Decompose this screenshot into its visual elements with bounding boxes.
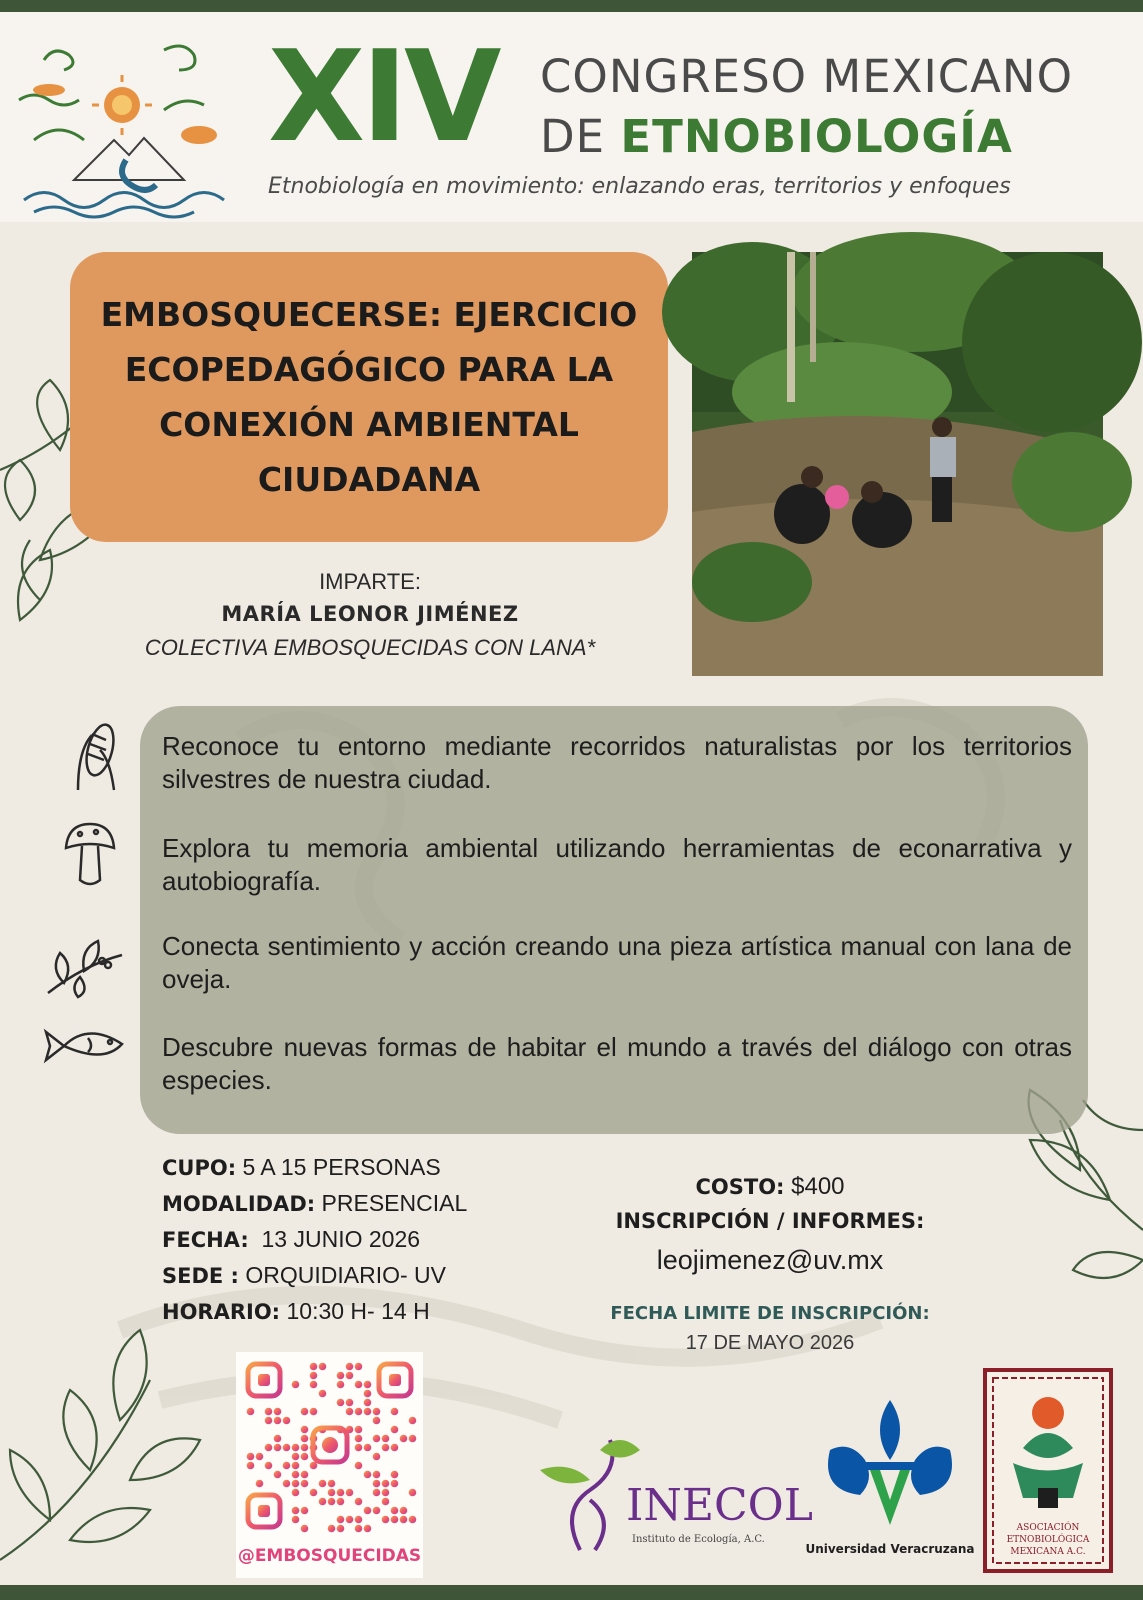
qr-module — [256, 1453, 264, 1461]
aem-name-3: MEXICANA A.C. — [1010, 1547, 1086, 1557]
qr-module — [364, 1399, 372, 1407]
congress-number: XIV — [268, 23, 498, 170]
horario-line: HORARIO: 10:30 H- 14 H — [162, 1298, 430, 1324]
qr-module — [292, 1489, 300, 1497]
qr-module — [364, 1444, 372, 1452]
qr-module — [355, 1516, 363, 1524]
qr-module — [391, 1426, 399, 1434]
qr-module — [301, 1471, 309, 1479]
event-details — [162, 1150, 467, 1330]
qr-module — [409, 1435, 417, 1443]
qr-module — [382, 1516, 390, 1524]
cupo-line: CUPO: 5 A 15 PERSONAS — [162, 1154, 441, 1180]
qr-module — [301, 1480, 309, 1488]
feature-item: Reconoce tu entorno mediante recorridos naturalistas por los territorios silvestres de nuestra ciudad. — [162, 731, 1072, 794]
fecha-line: FECHA: 13 JUNIO 2026 — [162, 1226, 421, 1252]
qr-module — [310, 1363, 318, 1371]
qr-module — [292, 1381, 300, 1389]
qr-module — [274, 1444, 282, 1452]
qr-module — [355, 1363, 363, 1371]
aem-name-1: ASOCIACIÓN — [1016, 1523, 1080, 1533]
qr-module — [292, 1444, 300, 1452]
qr-module — [373, 1453, 381, 1461]
deadline-label: FECHA LIMITE DE INSCRIPCIÓN: — [610, 1303, 930, 1324]
modalidad-line: MODALIDAD: PRESENCIAL — [162, 1190, 468, 1216]
qr-module — [265, 1444, 273, 1452]
qr-module — [391, 1480, 399, 1488]
congress-tagline: Etnobiología en movimiento: enlazando eras, territorios y enfoques — [268, 174, 1011, 199]
qr-module — [355, 1435, 363, 1443]
qr-module — [328, 1498, 336, 1506]
qr-module — [283, 1480, 291, 1488]
qr-module — [364, 1408, 372, 1416]
qr-module — [328, 1489, 336, 1497]
workshop-title-box — [70, 252, 668, 542]
qr-module — [391, 1471, 399, 1479]
feature-item: Conecta sentimiento y acción creando una pieza artística manual con lana de oveja. — [162, 931, 1072, 994]
congress-title-line2: DE ETNOBIOLOGÍA — [540, 110, 1013, 163]
qr-module — [310, 1372, 318, 1380]
informes-label: INSCRIPCIÓN / INFORMES: — [615, 1209, 925, 1233]
qr-module — [283, 1444, 291, 1452]
qr-module — [337, 1399, 345, 1407]
qr-module — [391, 1516, 399, 1524]
qr-module — [310, 1408, 318, 1416]
aem-name-2: ETNOBIOLÓGICA — [1006, 1535, 1090, 1545]
qr-module — [355, 1444, 363, 1452]
qr-module — [274, 1417, 282, 1425]
qr-module — [391, 1444, 399, 1452]
aem-logo — [983, 1368, 1113, 1573]
qr-module — [346, 1516, 354, 1524]
qr-module — [292, 1453, 300, 1461]
uv-logo — [815, 1400, 965, 1535]
uv-name: Universidad Veracruzana — [805, 1542, 975, 1556]
bottom-border — [0, 1585, 1143, 1600]
qr-module — [328, 1525, 336, 1533]
qr-module — [364, 1525, 372, 1533]
qr-module — [373, 1471, 381, 1479]
qr-module — [247, 1462, 255, 1470]
top-border — [0, 0, 1143, 12]
congress-logo — [14, 30, 246, 220]
inecol-name: INECOL — [626, 1480, 813, 1531]
qr-module — [373, 1507, 381, 1515]
qr-module — [364, 1507, 372, 1515]
qr-module — [355, 1525, 363, 1533]
collective-name: COLECTIVA EMBOSQUECIDAS CON LANA* — [144, 635, 596, 660]
instagram-handle[interactable]: @EMBOSQUECIDAS — [237, 1546, 422, 1566]
qr-module — [265, 1408, 273, 1416]
qr-module — [373, 1417, 381, 1425]
qr-module — [373, 1435, 381, 1443]
qr-module — [373, 1408, 381, 1416]
qr-module — [292, 1462, 300, 1470]
qr-module — [256, 1480, 264, 1488]
qr-module — [400, 1435, 408, 1443]
qr-module — [373, 1489, 381, 1497]
qr-module — [364, 1390, 372, 1398]
coffee-branch-icon — [44, 925, 124, 997]
inecol-sub: Instituto de Ecología, A.C. — [632, 1534, 765, 1545]
qr-module — [337, 1498, 345, 1506]
qr-module — [400, 1507, 408, 1515]
instructor-block — [80, 565, 660, 664]
qr-module — [274, 1408, 282, 1416]
qr-module — [301, 1408, 309, 1416]
qr-module — [346, 1363, 354, 1371]
qr-module — [355, 1462, 363, 1470]
qr-module — [337, 1372, 345, 1380]
qr-module — [292, 1516, 300, 1524]
qr-module — [346, 1408, 354, 1416]
qr-module — [319, 1363, 327, 1371]
qr-module — [310, 1489, 318, 1497]
qr-module — [355, 1426, 363, 1434]
qr-module — [328, 1480, 336, 1488]
mushroom-icon — [62, 820, 118, 890]
forest-workshop-photo — [692, 252, 1103, 676]
imparte-label: IMPARTE: — [319, 569, 421, 594]
contact-email[interactable]: leojimenez@uv.mx — [656, 1245, 884, 1275]
feature-item: Explora tu memoria ambiental utilizando herramientas de econarrativa y autobiografía. — [162, 833, 1072, 896]
registration-block — [560, 1170, 980, 1282]
qr-module — [301, 1453, 309, 1461]
qr-module — [364, 1471, 372, 1479]
qr-module — [319, 1390, 327, 1398]
qr-module — [382, 1489, 390, 1497]
instructor-name: MARÍA LEONOR JIMÉNEZ — [221, 602, 519, 626]
qr-module — [355, 1381, 363, 1389]
qr-module — [292, 1471, 300, 1479]
qr-module — [337, 1516, 345, 1524]
qr-module — [247, 1408, 255, 1416]
qr-module — [382, 1435, 390, 1443]
qr-module — [265, 1462, 273, 1470]
qr-module — [355, 1498, 363, 1506]
qr-module — [319, 1480, 327, 1488]
deadline-block — [560, 1300, 980, 1358]
qr-module — [382, 1480, 390, 1488]
qr-module — [364, 1381, 372, 1389]
feature-item: Descubre nuevas formas de habitar el mundo a través del diálogo con otras especies. — [162, 1032, 1072, 1095]
qr-module — [301, 1525, 309, 1533]
inecol-logo — [540, 1430, 813, 1560]
qr-module — [265, 1417, 273, 1425]
fish-icon — [44, 1020, 126, 1072]
qr-module — [274, 1435, 282, 1443]
qr-module — [292, 1480, 300, 1488]
qr-module — [373, 1480, 381, 1488]
qr-module — [391, 1507, 399, 1515]
qr-module — [409, 1417, 417, 1425]
qr-module — [310, 1381, 318, 1389]
cost-line: COSTO: $400 — [695, 1173, 845, 1200]
qr-module — [382, 1498, 390, 1506]
corn-icon — [70, 720, 122, 792]
qr-module — [337, 1525, 345, 1533]
workshop-title: EMBOSQUECERSE: EJERCICIO ECOPEDAGÓGICO PARA LA CONEXIÓN AMBIENTAL CIUDADANA — [100, 295, 638, 499]
qr-module — [292, 1507, 300, 1515]
qr-module — [274, 1471, 282, 1479]
sede-line: SEDE : ORQUIDIARIO- UV — [162, 1262, 446, 1288]
qr-module — [346, 1399, 354, 1407]
qr-module — [337, 1381, 345, 1389]
qr-module — [301, 1426, 309, 1434]
qr-module — [382, 1444, 390, 1452]
qr-module — [301, 1507, 309, 1515]
deadline-date: 17 DE MAYO 2026 — [685, 1332, 855, 1354]
qr-module — [283, 1417, 291, 1425]
instagram-qr-code[interactable] — [236, 1352, 423, 1578]
congress-title-highlight: ETNOBIOLOGÍA — [620, 110, 1013, 163]
qr-module — [409, 1489, 417, 1497]
qr-module — [283, 1462, 291, 1470]
qr-module — [346, 1372, 354, 1380]
qr-module — [301, 1435, 309, 1443]
qr-module — [391, 1408, 399, 1416]
qr-module — [247, 1453, 255, 1461]
qr-module — [337, 1489, 345, 1497]
congress-title-line1: CONGRESO MEXICANO — [540, 50, 1074, 103]
qr-module — [409, 1516, 417, 1524]
qr-module — [346, 1489, 354, 1497]
qr-module — [301, 1444, 309, 1452]
qr-module — [355, 1408, 363, 1416]
qr-module — [400, 1516, 408, 1524]
qr-module — [319, 1498, 327, 1506]
